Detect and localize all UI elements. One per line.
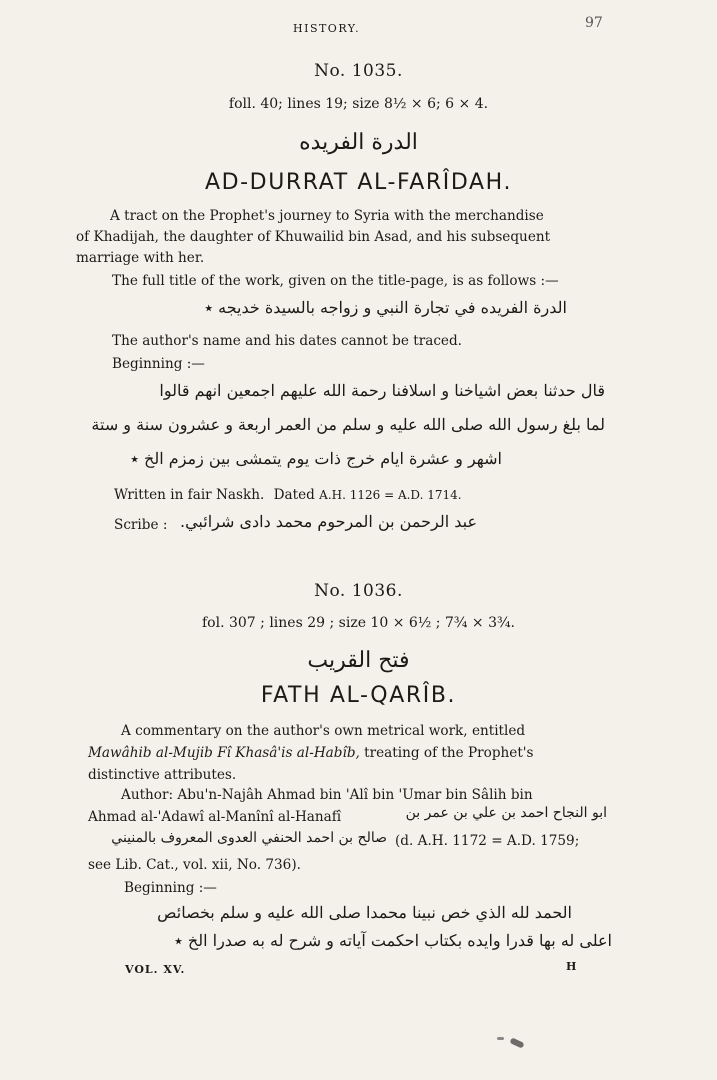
volume-footer: VOL. XV. [125,963,186,976]
description-line: A tract on the Prophet's journey to Syria with the merchandise [110,208,544,224]
entry-number: No. 1036. [314,581,403,601]
beginning-arabic-line: قال حدثنا بعض اشياخنا و اسلافنا رحمة الله عليهم اجمعين انهم قالوا [159,381,605,400]
collation: fol. 307 ; lines 29 ; size 10 × 6½ ; 7¾ × 3¾. [202,615,515,631]
author-line: see Lib. Cat., vol. xii, No. 736). [88,857,301,873]
description-line: distinctive attributes. [88,767,237,783]
beginning-label: Beginning :— [124,880,217,896]
beginning-arabic-line: لما بلغ رسول الله صلى الله عليه و سلم من العمر اربعة و عشرون سنة و ستة [91,415,605,434]
script-note [114,486,462,505]
dated-value: A.H. 1126 = A.D. 1714. [319,488,462,502]
author-arabic: صالح بن احمد الحنفي العدوى المعروف بالمنيني [111,830,387,846]
work-title: AD-DURRAT AL-FARÎDAH. [204,170,513,195]
arabic-title: فتح القريب [307,648,410,673]
beginning-arabic-line: اعلى له بها قدرا وايده بكتاب احكمت آياته و شرح له به صدرا الخ ٭ [174,931,612,950]
full-title-arabic: الدرة الفريده في تجارة النبي و زواجه بالسيدة خديجه ٭ [204,298,567,317]
dated-label: Dated [273,487,315,503]
description-rest: treating of the Prophet's [359,745,534,761]
written-note: Written in fair Naskh. [114,487,265,503]
beginning-label: Beginning :— [112,356,205,372]
beginning-arabic-line: الحمد لله الذي خص نبينا محمدا صلى الله عليه و سلم بخصائص [157,903,572,922]
author-dates: (d. A.H. 1172 = A.D. 1759; [395,833,580,849]
author-note: The author's name and his dates cannot be traced. [112,333,462,349]
description-line [88,744,534,763]
scribe-label: Scribe : [114,517,168,533]
author-line: Author: Abu'n-Najâh Ahmad bin 'Alî bin 'Umar bin Sâlih bin [121,787,533,803]
description-line: marriage with her. [76,250,205,266]
metrical-work-title: Mawâhib al-Mujib Fî Khasâ'is al-Habîb, [88,745,360,761]
running-head: HISTORY. [293,22,361,35]
entry-number: No. 1035. [314,61,403,81]
beginning-arabic-line: اشهر و عشرة ايام خرج ذات يوم يتمشى بين زمزم الخ ٭ [130,449,502,468]
collation: foll. 40; lines 19; size 8½ × 6; 6 × 4. [228,96,489,112]
ink-smudge [509,1037,524,1048]
scribe-arabic: عبد الرحمن بن المرحوم محمد دادى شرائبي. [180,512,477,531]
arabic-title: الدرة الفريده [299,130,418,155]
description-line: A commentary on the author's own metrical work, entitled [121,723,526,739]
work-title: FATH AL-QARÎB. [260,683,457,708]
page-number: 97 [585,15,603,31]
description-line: of Khadijah, the daughter of Khuwailid bin Asad, and his subsequent [76,229,551,245]
author-arabic: ابو النجاح احمد بن علي بن عمر بن [405,805,607,821]
ink-smudge [497,1037,504,1040]
signature-mark: H [566,960,577,973]
author-line: Ahmad al-'Adawî al-Manînî al-Hanafî [88,809,342,825]
full-title-intro: The full title of the work, given on the title-page, is as follows :— [112,273,559,289]
